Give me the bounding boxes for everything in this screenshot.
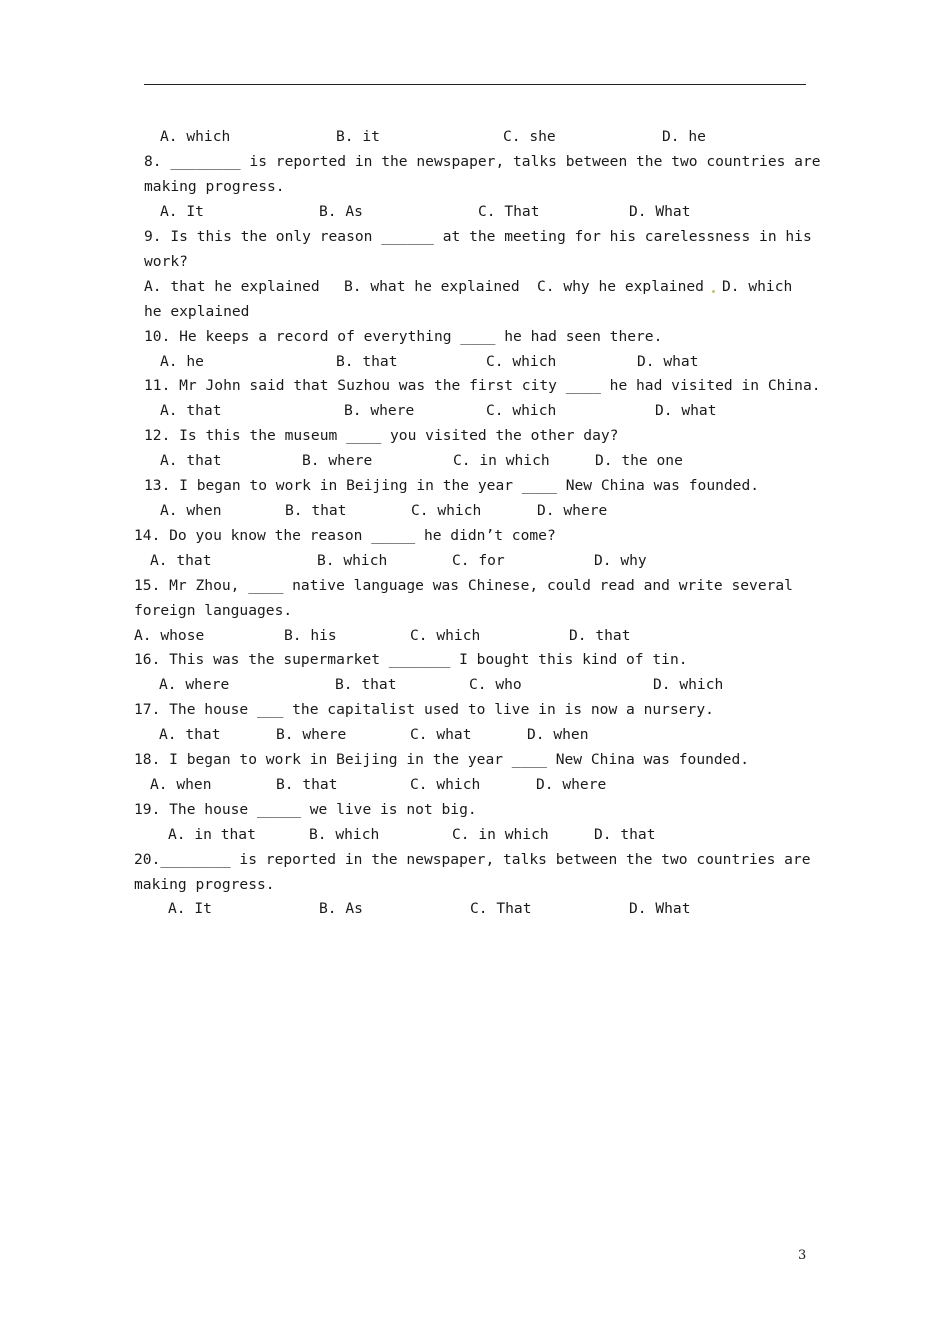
q17-option-b: B. where (276, 726, 347, 743)
q7-option-c: C. she (503, 128, 556, 145)
q20-text: 20.________ is reported in the newspaper, talks between the two countries are (134, 851, 811, 868)
q8-option-c: C. That (478, 203, 540, 220)
q12-option-d: D. the one (595, 452, 683, 469)
q14-option-d: D. why (594, 552, 647, 569)
q14-option-b: B. which (317, 552, 388, 569)
q16-option-d: D. which (653, 676, 724, 693)
q19-option-c: C. in which (452, 826, 549, 843)
q20-option-d: D. What (629, 900, 691, 917)
q18-option-b: B. that (276, 776, 338, 793)
page-number: 3 (798, 1248, 807, 1263)
q19-option-a: A. in that (168, 826, 256, 843)
q7-option-d: D. he (662, 128, 706, 145)
q8-option-a: A. It (160, 203, 204, 220)
q8-option-d: D. What (629, 203, 691, 220)
q14-option-a: A. that (150, 552, 212, 569)
q12-option-a: A. that (160, 452, 222, 469)
q17-option-a: A. that (159, 726, 221, 743)
q15-text: 15. Mr Zhou, ____ native language was Chinese, could read and write several (134, 577, 793, 594)
q9-text: 9. Is this the only reason ______ at the meeting for his carelessness in his (144, 228, 812, 245)
q9-option-d: D. which (722, 278, 793, 295)
q20-text-cont: making progress. (134, 876, 275, 893)
q11-text: 11. Mr John said that Suzhou was the first city ____ he had visited in China. (144, 377, 821, 394)
q7-option-a: A. which (160, 128, 231, 145)
q11-option-b: B. where (344, 402, 415, 419)
q13-option-d: D. where (537, 502, 608, 519)
q13-option-c: C. which (411, 502, 482, 519)
q10-option-b: B. that (336, 353, 398, 370)
q11-option-c: C. which (486, 402, 557, 419)
q12-text: 12. Is this the museum ____ you visited the other day? (144, 427, 619, 444)
q14-text: 14. Do you know the reason _____ he didn’t come? (134, 527, 556, 544)
q9-option-d-cont: he explained (144, 303, 250, 320)
q17-text: 17. The house ___ the capitalist used to live in is now a nursery. (134, 701, 714, 718)
stray-mark (712, 290, 715, 293)
q13-text: 13. I began to work in Beijing in the year ____ New China was founded. (144, 477, 760, 494)
q10-option-a: A. he (160, 353, 204, 370)
q8-option-b: B. As (319, 203, 363, 220)
q16-option-b: B. that (335, 676, 397, 693)
q11-option-a: A. that (160, 402, 222, 419)
q11-option-d: D. what (655, 402, 717, 419)
q20-option-b: B. As (319, 900, 363, 917)
q13-option-a: A. when (160, 502, 222, 519)
q19-text: 19. The house _____ we live is not big. (134, 801, 477, 818)
q18-text: 18. I began to work in Beijing in the year ____ New China was founded. (134, 751, 750, 768)
q18-option-c: C. which (410, 776, 481, 793)
q14-option-c: C. for (452, 552, 505, 569)
q15-option-b: B. his (284, 627, 337, 644)
q10-option-c: C. which (486, 353, 557, 370)
q9-option-a: A. that he explained (144, 278, 320, 295)
q15-option-d: D. that (569, 627, 631, 644)
q10-option-d: D. what (637, 353, 699, 370)
q13-option-b: B. that (285, 502, 347, 519)
q8-text: 8. ________ is reported in the newspaper, talks between the two countries are (144, 153, 821, 170)
q12-option-b: B. where (302, 452, 373, 469)
q20-option-c: C. That (470, 900, 532, 917)
q15-text-cont: foreign languages. (134, 602, 293, 619)
q7-option-b: B. it (336, 128, 380, 145)
q12-option-c: C. in which (453, 452, 550, 469)
q17-option-c: C. what (410, 726, 472, 743)
q9-text-cont: work? (144, 253, 188, 270)
q17-option-d: D. when (527, 726, 589, 743)
q16-option-a: A. where (159, 676, 230, 693)
q9-option-b: B. what he explained (344, 278, 520, 295)
q18-option-d: D. where (536, 776, 607, 793)
q16-text: 16. This was the supermarket _______ I bought this kind of tin. (134, 651, 688, 668)
q19-option-d: D. that (594, 826, 656, 843)
q16-option-c: C. who (469, 676, 522, 693)
header-rule (144, 84, 806, 85)
q18-option-a: A. when (150, 776, 212, 793)
q10-text: 10. He keeps a record of everything ____ he had seen there. (144, 328, 663, 345)
q8-text-cont: making progress. (144, 178, 285, 195)
q15-option-a: A. whose (134, 627, 205, 644)
q19-option-b: B. which (309, 826, 380, 843)
q20-option-a: A. It (168, 900, 212, 917)
q15-option-c: C. which (410, 627, 481, 644)
q9-option-c: C. why he explained (537, 278, 704, 295)
